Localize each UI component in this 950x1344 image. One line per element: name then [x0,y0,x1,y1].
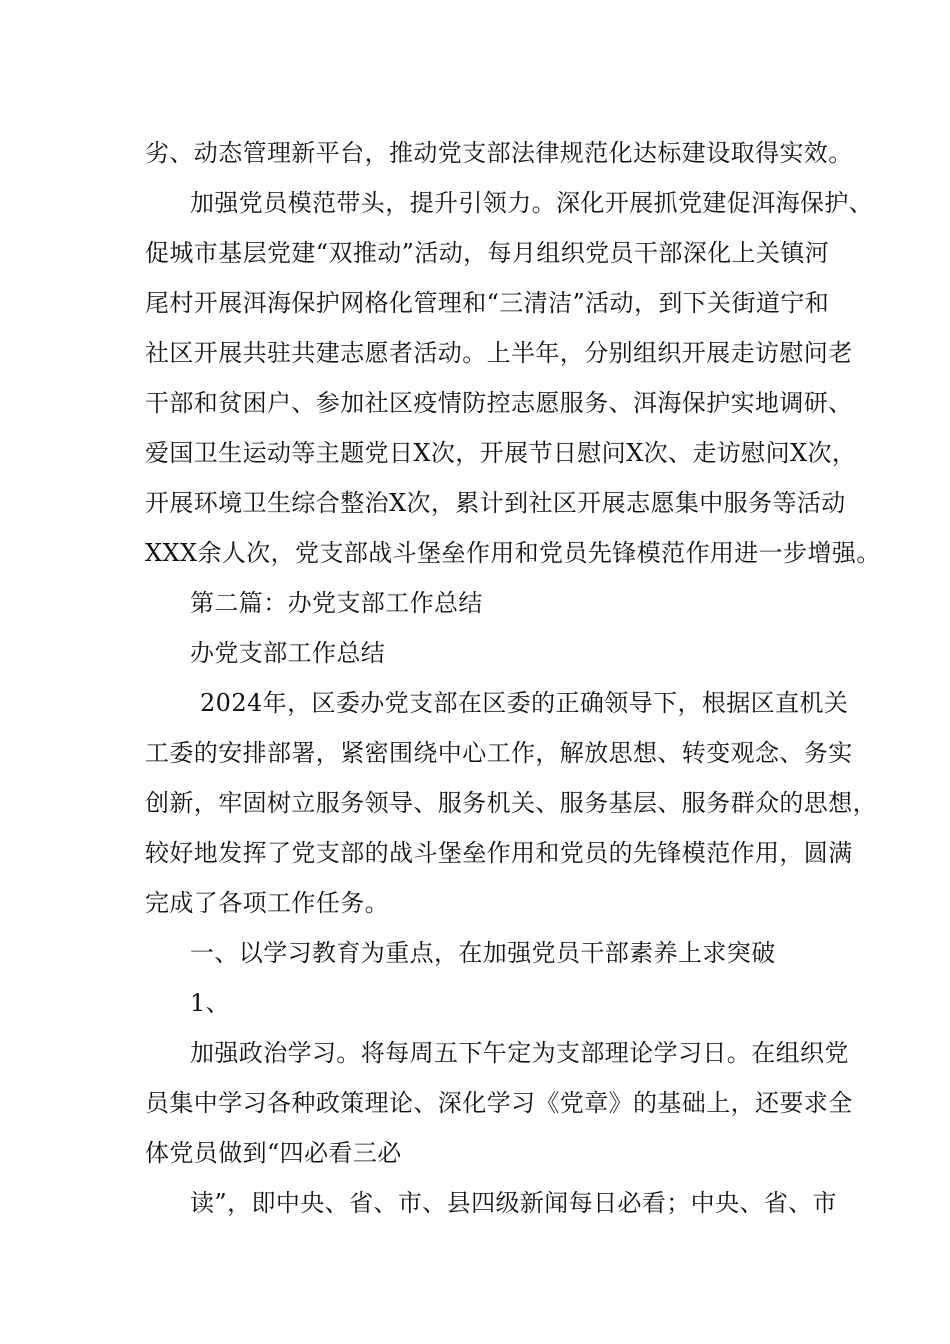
text-line: 员集中学习各种政策理论、深化学习《党章》的基础上，还要求全 [145,1089,853,1117]
list-number: 1、 [190,989,231,1017]
text-line: 体党员做到“四必看三必 [145,1139,402,1167]
text-line: 爱国卫生运动等主题党日X次，开展节日慰问X次、走访慰问X次， [145,439,857,467]
paragraph-start: 2024年，区委办党支部在区委的正确领导下，根据区直机关 [200,689,849,717]
text-line: XXX余人次，党支部战斗堡垒作用和党员先锋模范作用进一步增强。 [145,539,881,567]
text-line: 社区开展共驻共建志愿者活动。上半年，分别组织开展走访慰问老 [145,339,853,367]
text-line: 较好地发挥了党支部的战斗堡垒作用和党员的先锋模范作用，圆满 [145,839,853,867]
paragraph-start: 加强政治学习。将每周五下午定为支部理论学习日。在组织党 [190,1039,849,1067]
text-line: 读”，即中央、省、市、县四级新闻每日必看；中央、省、市 [190,1189,838,1217]
text-line: 干部和贫困户、参加社区疫情防控志愿服务、洱海保护实地调研、 [145,389,853,417]
text-line: 创新，牢固树立服务领导、服务机关、服务基层、服务群众的思想， [145,789,877,817]
paragraph-start: 加强党员模范带头，提升引领力。深化开展抓党建促洱海保护、 [190,189,874,217]
text-line: 尾村开展洱海保护网格化管理和“三清洁”活动，到下关街道宁和 [145,289,830,317]
text-line: 工委的安排部署，紧密围绕中心工作，解放思想、转变观念、务实 [145,739,853,767]
text-line: 劣、动态管理新平台，推动党支部法律规范化达标建设取得实效。 [145,139,853,167]
document-title: 办党支部工作总结 [190,639,386,667]
text-line: 开展环境卫生综合整治X次，累计到社区开展志愿集中服务等活动 [145,489,846,517]
subsection-heading: 一、以学习教育为重点，在加强党员干部素养上求突破 [190,939,776,967]
text-line: 促城市基层党建“双推动”活动，每月组织党员干部深化上关镇河 [145,239,830,267]
section-heading: 第二篇：办党支部工作总结 [190,589,483,617]
text-line: 完成了各项工作任务。 [145,889,389,917]
